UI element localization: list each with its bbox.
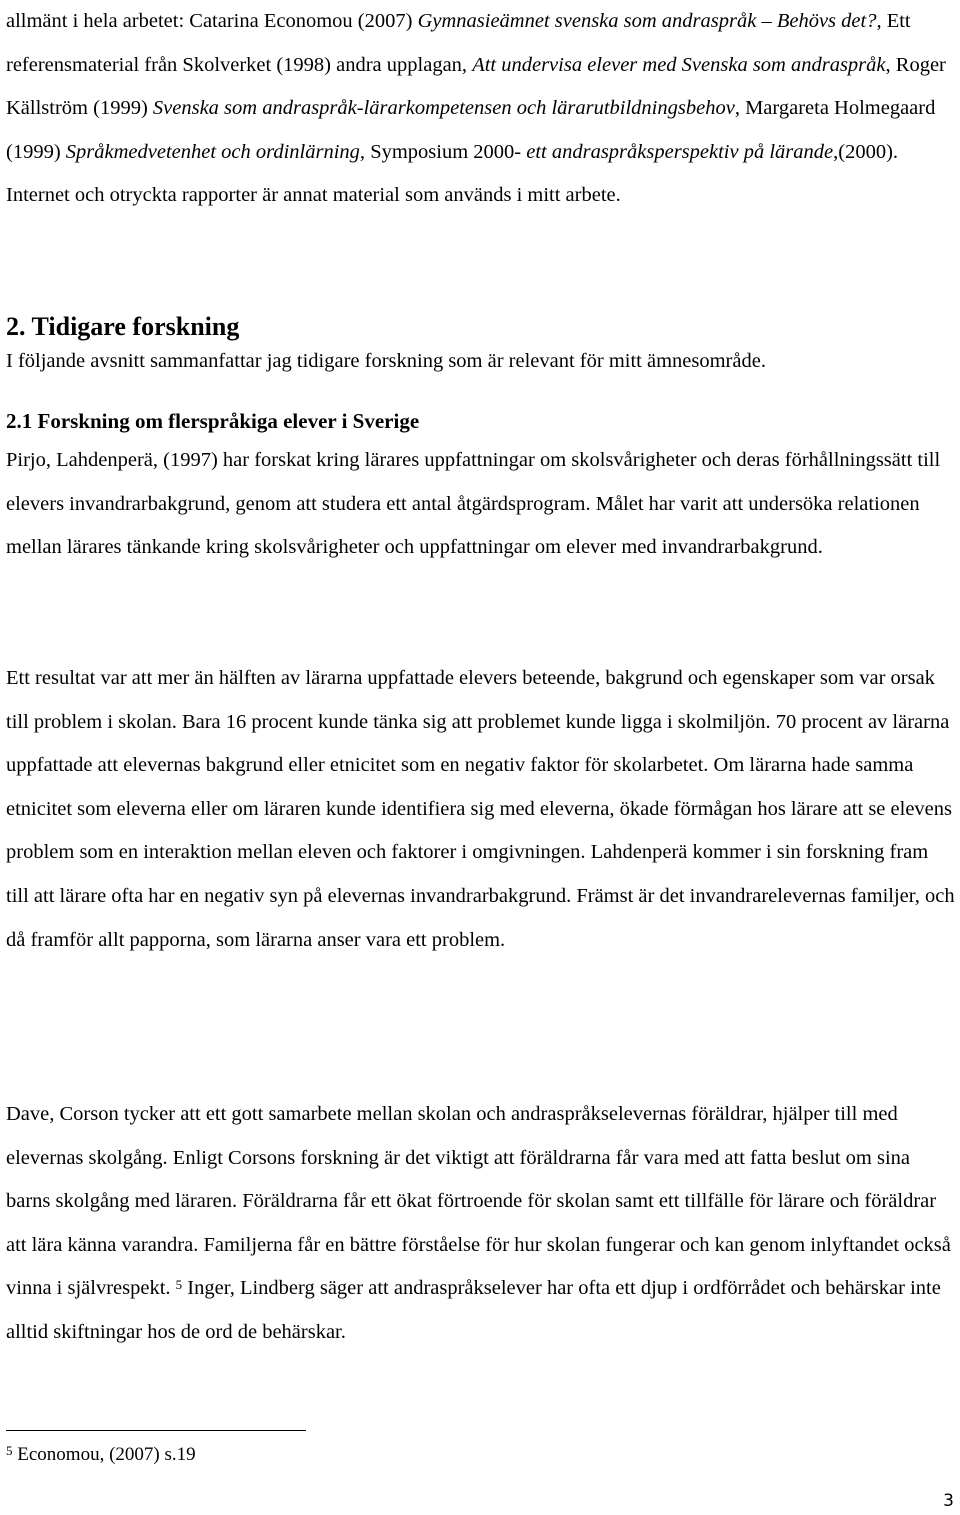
lead-title-5: ett andraspråksperspektiv på lärande xyxy=(526,140,834,163)
section-intro: I följande avsnitt sammanfattar jag tidigare forskning som är relevant för mitt ämnesområde. xyxy=(6,350,766,372)
footnote-mark: 5 xyxy=(6,1443,13,1458)
footnote-text: Economou, (2007) s.19 xyxy=(12,1444,196,1465)
footnote-reference[interactable]: 5 xyxy=(175,1277,183,1293)
section-heading: 2. Tidigare forskning xyxy=(6,312,240,341)
footnote xyxy=(6,1440,196,1470)
page-number: 3 xyxy=(943,1491,954,1511)
paragraph-corson-lindberg xyxy=(6,1093,956,1355)
subsection-heading: 2.1 Forskning om flerspråkiga elever i Sverige xyxy=(6,409,420,433)
lead-text-4: , Margareta Holmegaard (1999) xyxy=(6,97,936,163)
lead-title-3: Svenska som andraspråk-lärarkompetensen och lärarutbildningsbehov xyxy=(152,97,735,120)
lead-title-4: Språkmedvetenhet och ordinlärning, xyxy=(65,140,366,163)
lead-paragraph xyxy=(6,0,956,218)
lead-text-2: , Ett referensmaterial från Skolverket (1998) andra upplagan, xyxy=(6,10,911,76)
lead-text-1: allmänt i hela arbetet: Catarina Economou (2007) xyxy=(6,10,418,32)
lead-title-1: Gymnasieämnet svenska som andraspråk – Behövs det? xyxy=(417,10,877,32)
paragraph-lahdenpera-method: Pirjo, Lahdenperä, (1997) har forskat kring lärares uppfattningar om skolsvårigheter och deras förhållningssätt till elevers invandrarbakgrund, genom att studera ett antal åtgärdsprogram. Målet har varit att undersöka relationen mellan lärares tänkande kring skolsvårigheter och uppfattningar om elever med invandrarbakgrund. xyxy=(6,449,941,559)
lead-text-5: Symposium 2000- xyxy=(365,140,527,163)
lead-text-6: ,(2000). Internet och otryckta rapporter är annat material som används i mitt arbete. xyxy=(6,140,899,207)
lead-text-3: , Roger Källström (1999) xyxy=(6,53,946,120)
paragraph-lahdenpera-results: Ett resultat var att mer än hälften av lärarna uppfattade elevers beteende, bakgrund och egenskaper som var orsak till problem i skolan. Bara 16 procent kunde tänka sig att problemet kunde ligga i skolmiljön. 70 procent av lärarna uppfattade att elevernas bakgrund eller etnicitet som en negativ faktor för skolarbetet. Om lärarna hade samma etnicitet som eleverna eller om läraren kunde identifiera sig med eleverna, ökade förmågan hos lärare att se elevens problem som en interaktion mellan eleven och faktorer i omgivningen. Lahdenperä kommer i sin forskning fram till att lärare ofta har en negativ syn på elevernas invandrarbakgrund. Främst är det invandrarelevernas familjer, och då framför allt papporna, som lärarna anser vara ett problem. xyxy=(6,667,955,951)
footnote-separator xyxy=(6,1430,306,1431)
paragraph-lindberg-text: Inger, Lindberg säger att andraspråkselever har ofta ett djup i ordförrådet och behärskar inte alltid skiftningar hos de ord de behärskar. xyxy=(6,1277,941,1343)
paragraph-corson-text: Dave, Corson tycker att ett gott samarbete mellan skolan och andraspråkselevernas föräldrar, hjälper till med elevernas skolgång. Enligt Corsons forskning är det viktigt att föräldrarna får vara med att fatta beslut om sina barns skolgång med läraren. Föräldrarna får ett ökat förtroende för skolan samt ett tillfälle för lärare och föräldrar att lära känna varandra. Familjerna får en bättre förståelse för hur skolan fungerar och kan genom inlyftandet också vinna i självrespekt. xyxy=(6,1103,951,1300)
lead-title-2: Att undervisa elever med Svenska som andraspråk xyxy=(472,53,886,76)
